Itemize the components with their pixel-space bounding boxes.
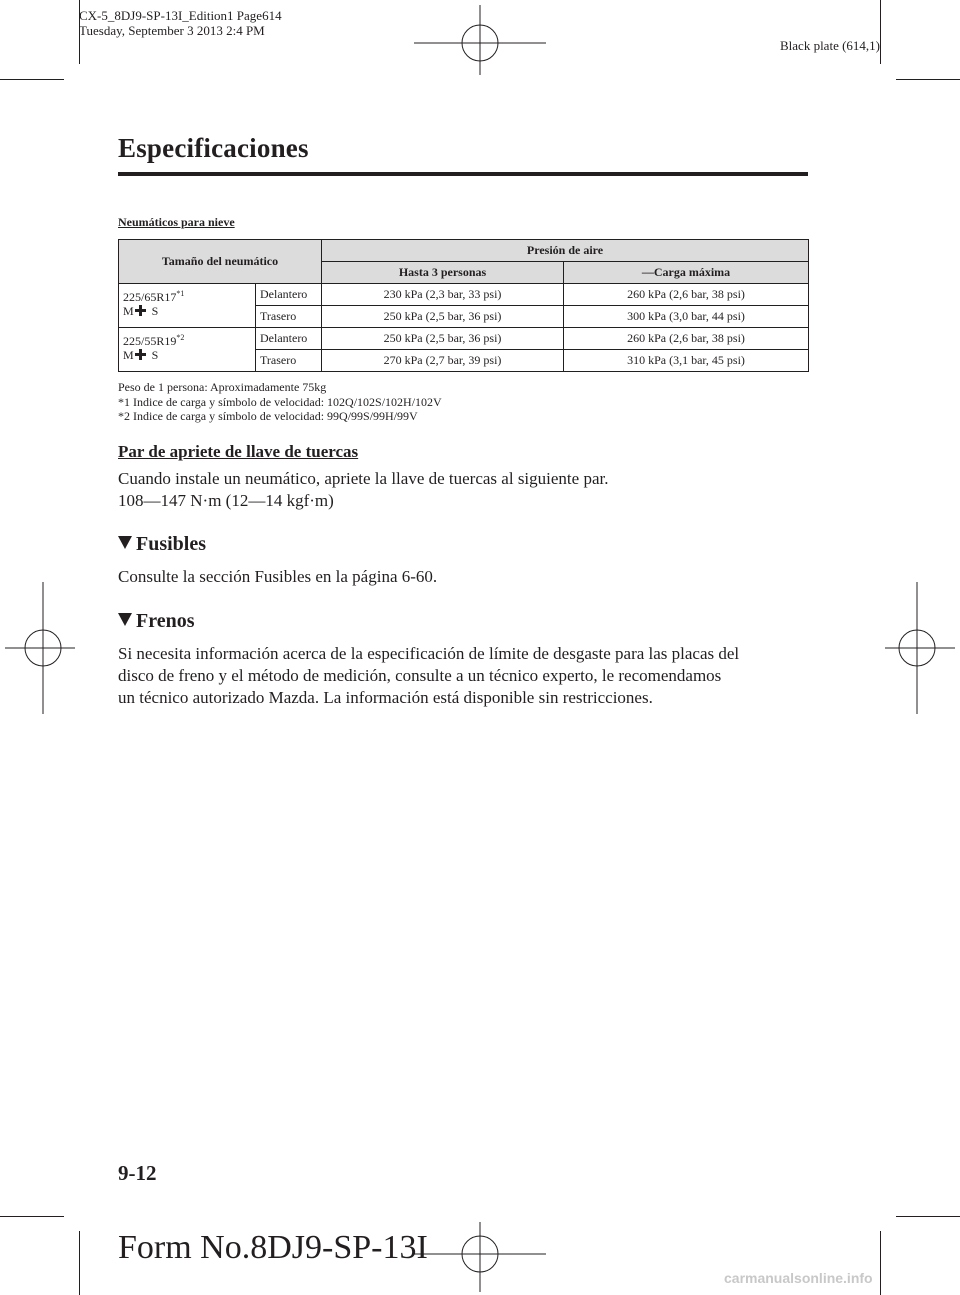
fuses-text: Consulte la sección Fusibles en la página 6-60. [118,567,438,586]
brakes-text-block [118,643,739,709]
pressure-value: 230 kPa (2,3 bar, 33 psi) [322,284,564,306]
tire-size-cell [119,328,256,372]
table-header-row [119,240,809,262]
print-file-line: CX-5_8DJ9-SP-13I_Edition1 Page614 [79,8,282,23]
triangle-bullet-icon [118,613,132,626]
position-label: Trasero [256,306,322,328]
header-max-load: ―Carga máxima [564,262,809,284]
brakes-heading [118,610,195,633]
pressure-value: 270 kPa (2,7 bar, 39 psi) [322,350,564,372]
registration-mark-left [5,582,75,714]
ms-m: M [123,304,134,318]
table-row [119,328,809,350]
header-size: Tamaño del neumático [119,240,322,284]
pressure-value: 250 kPa (2,5 bar, 36 psi) [322,306,564,328]
registration-mark-top [414,5,546,75]
header-pressure: Presión de aire [322,240,809,262]
plate-label: Black plate (614,1) [780,38,880,53]
note-line: *2 Indice de carga y símbolo de velocidad: 99Q/99S/99H/99V [118,409,418,423]
tire-size: 225/65R17 [123,290,177,304]
page-number: 9-12 [118,1161,157,1185]
fuses-heading [118,533,206,556]
note-line: *1 Indice de carga y símbolo de velocidad: 102Q/102S/102H/102V [118,394,442,409]
plus-icon [135,305,146,316]
section-title: Especificaciones [118,133,309,163]
tire-size-cell [119,284,256,328]
pressure-value: 260 kPa (2,6 bar, 38 psi) [564,284,809,306]
tire-size: 225/55R19 [123,334,177,348]
note-ref: *2 [176,333,185,342]
fuses-title: Fusibles [136,533,207,555]
form-number: Form No.8DJ9-SP-13I [118,1229,428,1266]
watermark: carmanualsonline.info [724,1270,873,1286]
registration-mark-right [885,582,955,714]
brakes-title: Frenos [136,610,195,632]
registration-mark-bottom [414,1222,546,1292]
position-label: Delantero [256,328,322,350]
note-line: Peso de 1 persona: Aproximadamente 75kg [118,380,327,394]
pressure-value: 310 kPa (3,1 bar, 45 psi) [564,350,809,372]
ms-s: S [151,348,159,362]
ms-s: S [151,304,159,318]
pressure-value: 260 kPa (2,6 bar, 38 psi) [564,328,809,350]
snow-tires-title: Neumáticos para nieve [118,215,235,229]
print-date-line: Tuesday, September 3 2013 2:4 PM [79,23,265,38]
table-row [119,284,809,306]
note-ref: *1 [176,289,185,298]
section-rule [118,172,808,176]
table-notes [118,380,442,424]
position-label: Delantero [256,284,322,306]
brakes-line: un técnico autorizado Mazda. La información está disponible sin restricciones. [118,688,653,707]
pressure-value: 300 kPa (3,0 bar, 44 psi) [564,306,809,328]
torque-title: Par de apriete de llave de tuercas [118,442,359,461]
pressure-value: 250 kPa (2,5 bar, 36 psi) [322,328,564,350]
torque-text: Cuando instale un neumático, apriete la llave de tuercas al siguiente par. [118,469,609,488]
brakes-line: Si necesita información acerca de la especificación de límite de desgaste para las placas del [118,644,740,663]
position-label: Trasero [256,350,322,372]
fuses-section [118,533,206,556]
brakes-section [118,610,195,633]
tire-pressure-table [118,239,809,372]
header-up-to-3: Hasta 3 personas [322,262,564,284]
ms-m: M [123,348,134,362]
torque-text-block [118,468,608,512]
brakes-line: disco de freno y el método de medición, consulte a un técnico experto, le recomendamos [118,666,722,685]
plus-icon [135,349,146,360]
triangle-bullet-icon [118,536,132,549]
torque-value: 108―147 N·m (12―14 kgf·m) [118,491,334,510]
print-file-info [79,8,282,38]
